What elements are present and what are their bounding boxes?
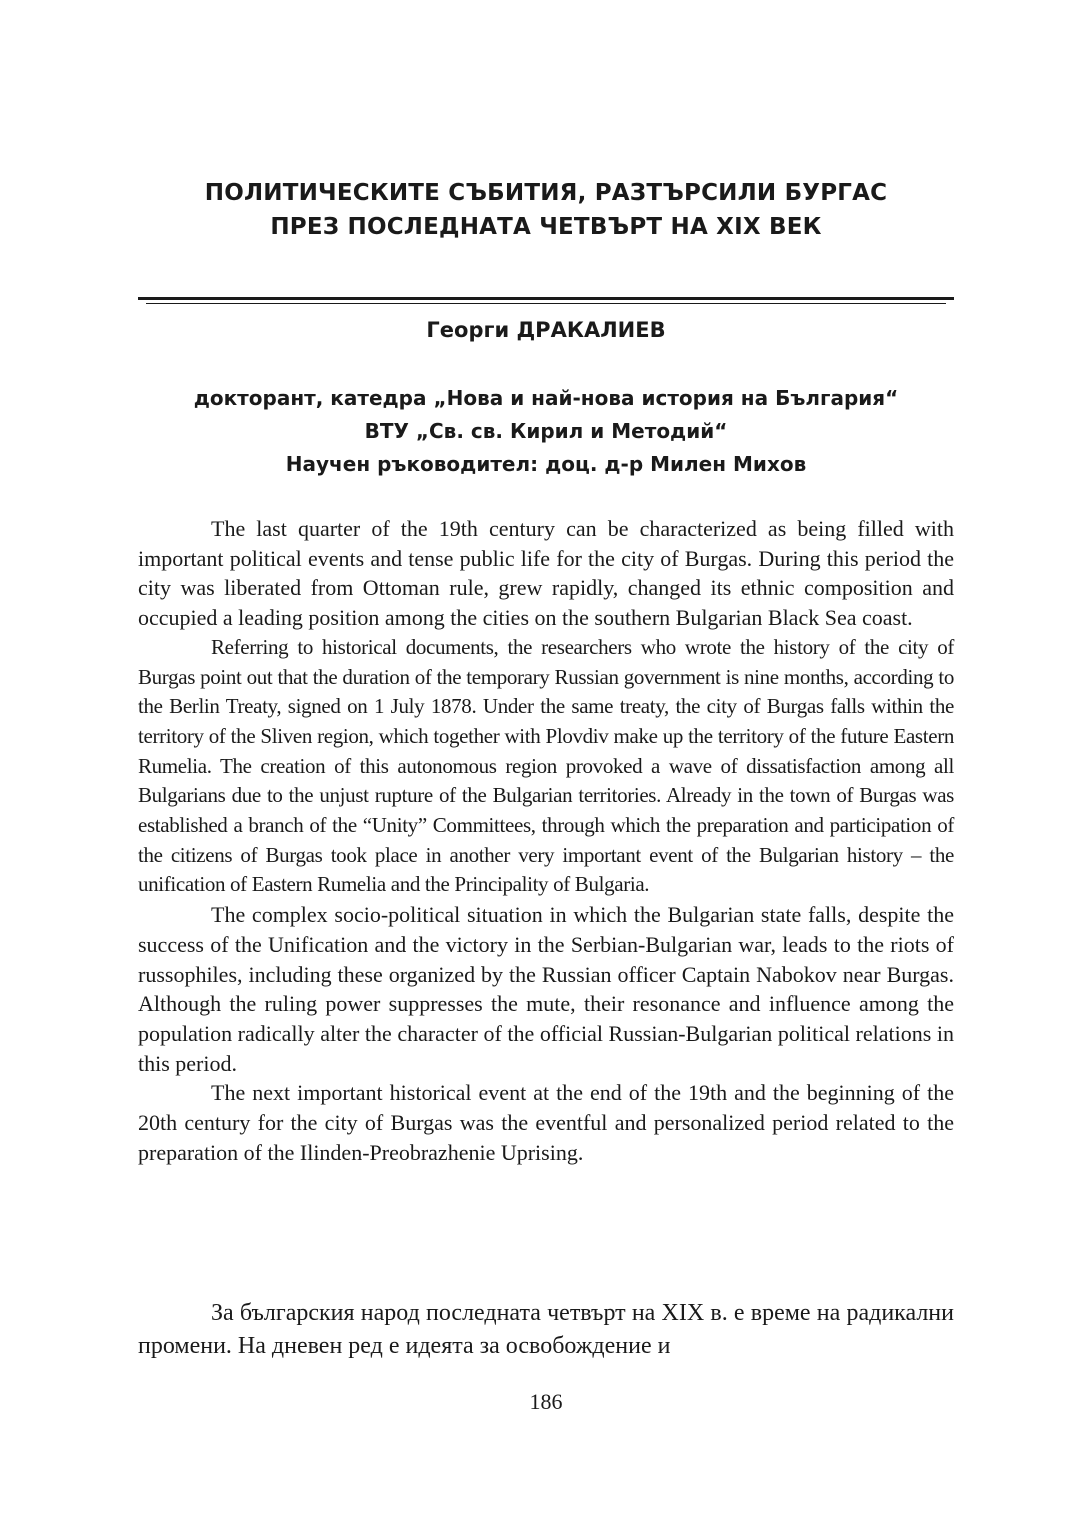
title-divider	[138, 297, 954, 304]
abstract-paragraph: The last quarter of the 19th century can be characterized as being filled with important political events and tense public life for the city of Burgas. During this period the city was liberated from Ottoman rule, grew rapidly, changed its ethnic composition and occupied a leading position among the cities on the southern Bulgarian Black Sea coast.	[138, 516, 954, 631]
affiliation-department: докторант, катедра „Нова и най-нова история на България“	[193, 386, 899, 410]
abstract-paragraph: The next important historical event at the end of the 19th and the beginning of the 20th century for the city of Burgas was the eventful and personalized period related to the preparation of the Ilinden-Preobrazhenie Uprising.	[138, 1080, 954, 1165]
main-text-paragraph: За българския народ последната четвърт на XIX в. е време на радикални промени. На дневен ред е идеята за освобождение и	[138, 1300, 954, 1359]
main-text	[138, 1297, 954, 1363]
author-affiliation	[138, 382, 954, 481]
article-title	[138, 176, 954, 244]
affiliation-supervisor: Научен ръководител: доц. д-р Милен Михов	[285, 452, 807, 476]
article-title-line-1: ПОЛИТИЧЕСКИТЕ СЪБИТИЯ, РАЗТЪРСИЛИ БУРГАС	[204, 180, 888, 206]
english-abstract	[138, 514, 954, 1167]
affiliation-university: ВТУ „Св. св. Кирил и Методий“	[364, 419, 728, 443]
author-name: Георги ДРАКАЛИЕВ	[426, 318, 666, 342]
title-divider-thick-line	[138, 297, 954, 300]
abstract-paragraph: The complex socio-political situation in which the Bulgarian state falls, despite the success of the Unification and the victory in the Serbian-Bulgarian war, leads to the riots of russophiles, including these organized by the Russian officer Captain Nabokov near Burgas. Although the ruling power suppresses the mute, their resonance and influence among the population radically alter the character of the official Russian-Bulgarian political relations in this period.	[138, 902, 954, 1076]
title-divider-thin-line	[146, 303, 946, 304]
article-title-line-2: ПРЕЗ ПОСЛЕДНАТА ЧЕТВЪРТ НА XIX ВЕК	[270, 214, 822, 240]
page-number: 186	[529, 1389, 563, 1414]
abstract-paragraph: Referring to historical documents, the researchers who wrote the history of the city of Burgas point out that the duration of the temporary Russian government is nine months, according to the Berlin Treaty, signed on 1 July 1878. Under the same treaty, the city of Burgas falls within the territory of the Sliven region, which together with Plovdiv make up the territory of the future Eastern Rumelia. The creation of this autonomous region provoked a wave of dissatisfaction among all Bulgarians due to the unjust rupture of the Bulgarian territories. Already in the town of Burgas was established a branch of the “Unity” Committees, through which the preparation and participation of the citizens of Burgas took place in another very important event of the Bulgarian history – the unification of Eastern Rumelia and the Principality of Bulgaria.	[138, 634, 954, 897]
